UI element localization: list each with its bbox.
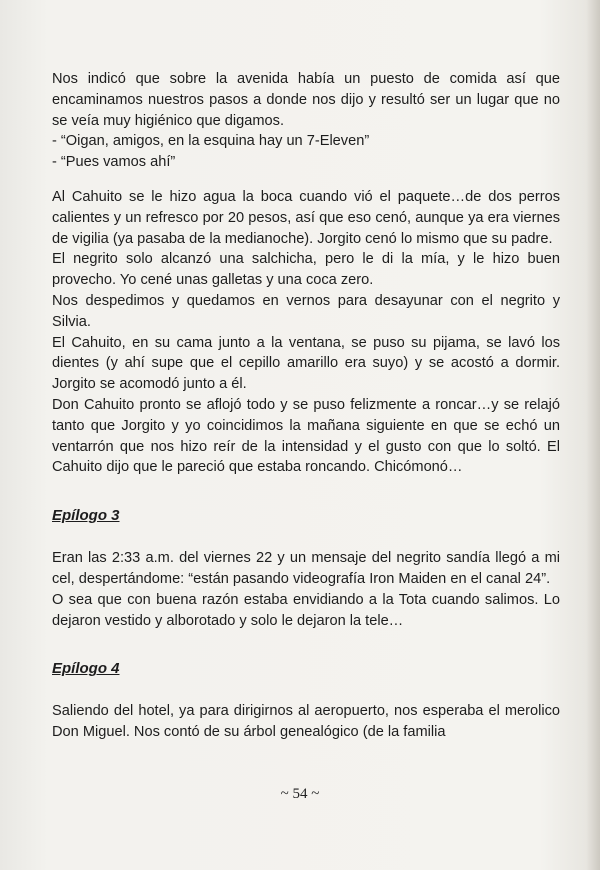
body-text xyxy=(52,69,560,743)
dialogue-line: - “Pues vamos ahí” xyxy=(52,154,176,171)
page-gutter-shadow xyxy=(586,0,600,870)
paragraph: El Cahuito, en su cama junto a la ventana, se puso su pijama, se lavó los dientes (y ahí supe que el cepillo amarillo era suyo) y se acostó a dormir. Jorgito se acomodó junto a él. xyxy=(52,334,560,393)
epilogue-3-heading: Epílogo 3 xyxy=(52,507,120,525)
page-number: ~ 54 ~ xyxy=(280,786,320,802)
paragraph: Al Cahuito se le hizo agua la boca cuando vió el paquete…de dos perros calientes y un refresco por 20 pesos, así que eso cenó, aunque ya era viernes de vigilia (ya pasaba de la medianoche). Jorgito cenó lo mismo que su padre. xyxy=(52,188,560,247)
paragraph: Don Cahuito pronto se aflojó todo y se puso felizmente a roncar…y se relajó tanto que Jorgito y yo coincidimos la mañana siguiente en que se echó un ventarrón que nos hizo reír de la intensidad y el gusto con que lo soltó. El Cahuito dijo que le pareció que estaba roncando. Chicómonó… xyxy=(52,396,560,476)
paragraph: O sea que con buena razón estaba envidiando a la Tota cuando salimos. Lo dejaron vestido y alborotado y solo le dejaron la tele… xyxy=(52,591,560,629)
dialogue-line: - “Oigan, amigos, en la esquina hay un 7-Eleven” xyxy=(52,133,370,150)
paragraph: Eran las 2:33 a.m. del viernes 22 y un mensaje del negrito sandía llegó a mi cel, despertándome: “están pasando videografía Iron Maiden en el canal 24”. xyxy=(52,550,560,587)
paragraph: Nos despedimos y quedamos en vernos para desayunar con el negrito y Silvia. xyxy=(52,292,560,330)
paragraph: El negrito solo alcanzó una salchicha, pero le di la mía, y le hizo buen provecho. Yo cené unas galletas y una coca zero. xyxy=(52,251,560,289)
epilogue-4-heading: Epílogo 4 xyxy=(52,660,120,678)
paragraph: Nos indicó que sobre la avenida había un puesto de comida así que encaminamos nuestros pasos a donde nos dijo y resultó ser un lugar que no se veía muy higiénico que digamos. xyxy=(52,71,560,129)
paragraph: Saliendo del hotel, ya para dirigirnos al aeropuerto, nos esperaba el merolico Don Miguel. Nos contó de su árbol genealógico (de la familia xyxy=(52,703,560,741)
